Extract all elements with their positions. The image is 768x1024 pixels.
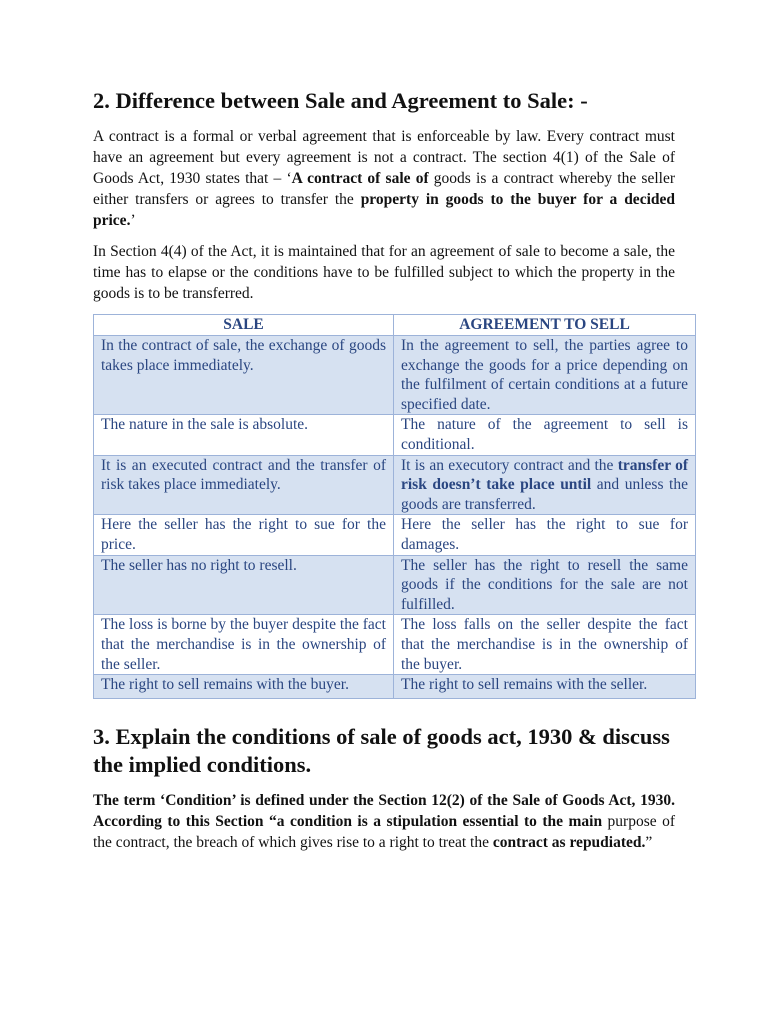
agreement-cell: The right to sell remains with the seller. <box>394 675 696 699</box>
table-row <box>94 336 696 415</box>
comparison-table <box>93 314 696 699</box>
sale-cell: Here the seller has the right to sue for the price. <box>94 515 394 555</box>
para1-bold-a: A contract of sale of <box>291 170 429 187</box>
para3-bold-a: The term ‘Condition’ is defined under the Section 12(2) of the Sale of Goods Act, 1930. According to this Section “a condition is a stipulation essential to the main <box>93 791 675 830</box>
table-row <box>94 615 696 675</box>
section-2-paragraph-1 <box>93 126 675 231</box>
section-2-heading: 2. Difference between Sale and Agreement to Sale: - <box>93 88 588 113</box>
header-sale: SALE <box>94 315 394 336</box>
para1-text-end: ’ <box>130 212 136 229</box>
table-row <box>94 455 696 515</box>
page-content <box>93 86 688 853</box>
section-2-paragraph-2: In Section 4(4) of the Act, it is maintained that for an agreement of sale to become a sale, the time has to elapse or the conditions have to be fulfilled subject to which the property in the goods is to be transferred. <box>93 243 675 302</box>
sale-cell: It is an executed contract and the transfer of risk takes place immediately. <box>94 455 394 515</box>
table-header-row <box>94 315 696 336</box>
agreement-cell: Here the seller has the right to sue for damages. <box>394 515 696 555</box>
para3-bold-b: contract as repudiated. <box>492 833 646 851</box>
agreement-bold: transfer of risk doesn’t take place until <box>401 456 688 494</box>
sale-cell: The right to sell remains with the buyer. <box>94 675 394 699</box>
agreement-cell <box>394 455 696 515</box>
table-row <box>94 515 696 555</box>
para1-text-a: A contract is a formal or verbal agreement that is enforceable by law. Every contract must have an agreement but every agreement is not a contract. The section 4(1) of the Sale of Goods Act, 1930 states that – ‘ <box>93 128 675 187</box>
para3-text: purpose of the contract, the breach of which gives rise to a right to treat the <box>93 812 675 851</box>
para1-bold-b: property in goods to the buyer for a decided price. <box>93 191 675 229</box>
agreement-cell: The seller has the right to resell the same goods if the conditions for the sale are not fulfilled. <box>394 555 696 615</box>
sale-cell: The seller has no right to resell. <box>94 555 394 615</box>
table-row <box>94 555 696 615</box>
agreement-cell: In the agreement to sell, the parties agree to exchange the goods for a price depending on the fulfilment of certain conditions at a future specified date. <box>394 336 696 415</box>
sale-cell: In the contract of sale, the exchange of goods takes place immediately. <box>94 336 394 415</box>
agreement-text-a: It is an executory contract and the <box>401 456 618 474</box>
header-agreement: AGREEMENT TO SELL <box>394 315 696 336</box>
section-3-paragraph <box>93 790 675 853</box>
table-row <box>94 675 696 699</box>
para1-text-b: goods is a contract whereby the seller either transfers or agrees to transfer the <box>93 170 675 208</box>
para3-text-end: ” <box>645 833 653 851</box>
sale-cell: The nature in the sale is absolute. <box>94 415 394 455</box>
section-3-heading: 3. Explain the conditions of sale of goods act, 1930 & discuss the implied conditions. <box>93 723 670 777</box>
sale-cell: The loss is borne by the buyer despite the fact that the merchandise is in the ownership of the seller. <box>94 615 394 675</box>
agreement-cell: The loss falls on the seller despite the fact that the merchandise is in the ownership of the buyer. <box>394 615 696 675</box>
agreement-text-b: and unless the goods are transferred. <box>401 476 688 513</box>
agreement-cell: The nature of the agreement to sell is conditional. <box>394 415 696 455</box>
table-row <box>94 415 696 455</box>
